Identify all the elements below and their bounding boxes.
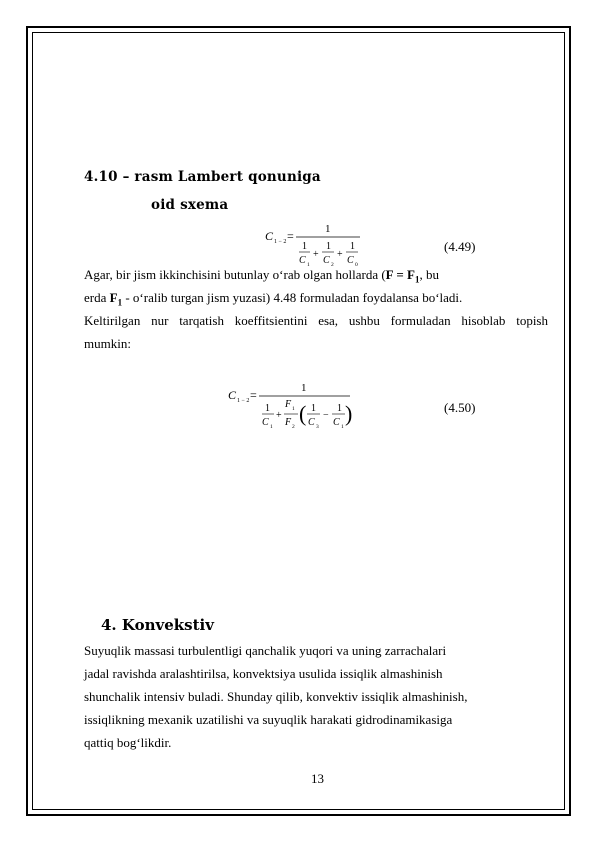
eq49-lhs: C [265, 229, 274, 243]
paragraph-1-f-equals: F = F [385, 267, 415, 282]
eq49-term3-sub: 0 [355, 262, 358, 268]
eq49-term3-num: 1 [350, 241, 355, 252]
paragraph-3-line-1: Suyuqlik massasi turbulentligi qanchalik yuqori va uning zarrachalari [84, 643, 447, 658]
eq50-term2-den: C [308, 417, 315, 428]
eq50-term1-den: C [262, 417, 269, 428]
paragraph-2-line-2: mumkin: [84, 336, 131, 351]
paragraph-1-f1: F [109, 290, 118, 305]
paragraph-1-line-2-end: - o‘ralib turgan jism yuzasi) 4.48 formuladan foydalansa bo‘ladi. [122, 290, 463, 305]
eq50-term3-sub: 1 [341, 424, 344, 430]
eq49-plus-2: + [337, 249, 343, 260]
paragraph-3-line-4: issiqlikning mexanik uzatilishi va suyuqlik harakati gidrodinamikasiga [84, 712, 453, 727]
eq50-f2-sub: 2 [292, 424, 295, 430]
paragraph-1-line-1-end: , bu [419, 267, 439, 282]
eq49-term3-den: C [347, 255, 354, 266]
eq50-term3-num: 1 [337, 403, 342, 414]
eq50-f1: F [285, 399, 292, 410]
eq50-equals: = [250, 388, 257, 402]
page-number: 13 [311, 771, 324, 786]
paragraph-1-line-2 [84, 290, 462, 308]
paragraph-1-line-2-start: erda [84, 290, 110, 305]
eq49-term2-den: C [323, 255, 330, 266]
paragraph-3-line-2: jadal ravishda aralashtirilsa, konvektsiya usulida issiqlik almashinish [84, 666, 443, 681]
eq50-right-paren: ) [345, 401, 353, 426]
eq50-term1-num: 1 [265, 403, 270, 414]
eq50-term3-den: C [333, 417, 340, 428]
paragraph-3-line-3: shunchalik intensiv buladi. Shunday qilib, konvektiv issiqlik almashinish, [84, 689, 468, 704]
eq50-minus: − [323, 410, 329, 421]
paragraph-2-line-1: Keltirilgan nur tarqatish koeffitsientini esa, ushbu formuladan hisoblab topish [84, 313, 548, 328]
paragraph-1-f-subscript: 1 [414, 274, 420, 285]
equation-4-49 [262, 219, 372, 271]
equation-4-50-formula [226, 372, 356, 456]
paragraph-1-f1-subscript: 1 [117, 297, 123, 308]
paragraph-1-line-1-text: Agar, bir jism ikkinchisini butunlay o‘rab olgan hollarda ( [84, 267, 386, 282]
eq49-term2-num: 1 [326, 241, 331, 252]
equation-4-49-number: (4.49) [444, 239, 476, 254]
eq50-plus: + [276, 410, 282, 421]
eq50-term2-num: 1 [311, 403, 316, 414]
eq49-plus-1: + [313, 249, 319, 260]
figure-caption-line-2: oid sxema [151, 197, 229, 213]
figure-caption-line-1: 4.10 – rasm Lambert qonuniga [84, 169, 321, 185]
section-heading: 4. Konvekstiv [101, 616, 214, 634]
eq49-numerator: 1 [325, 223, 331, 235]
eq50-lhs: C [228, 388, 237, 402]
eq49-equals: = [287, 229, 294, 243]
eq50-numerator: 1 [301, 382, 307, 394]
paragraph-3-line-5: qattiq bog‘likdir. [84, 735, 172, 750]
eq49-term1-sub: 1 [307, 262, 310, 268]
paragraph-1-line-1 [84, 267, 439, 285]
eq50-term1-sub: 1 [270, 424, 273, 430]
eq50-f1-sub: 1 [292, 406, 295, 412]
eq49-term1-num: 1 [302, 241, 307, 252]
eq49-term2-sub: 2 [331, 262, 334, 268]
eq49-term1-den: C [299, 255, 306, 266]
eq50-f2: F [285, 417, 292, 428]
eq50-lhs-subscript: 1 − 2 [237, 398, 250, 404]
eq50-term2-sub: 3 [316, 424, 319, 430]
eq49-lhs-subscript: 1 − 2 [274, 239, 287, 245]
eq50-left-paren: ( [299, 401, 307, 426]
equation-4-50-number: (4.50) [444, 400, 476, 415]
